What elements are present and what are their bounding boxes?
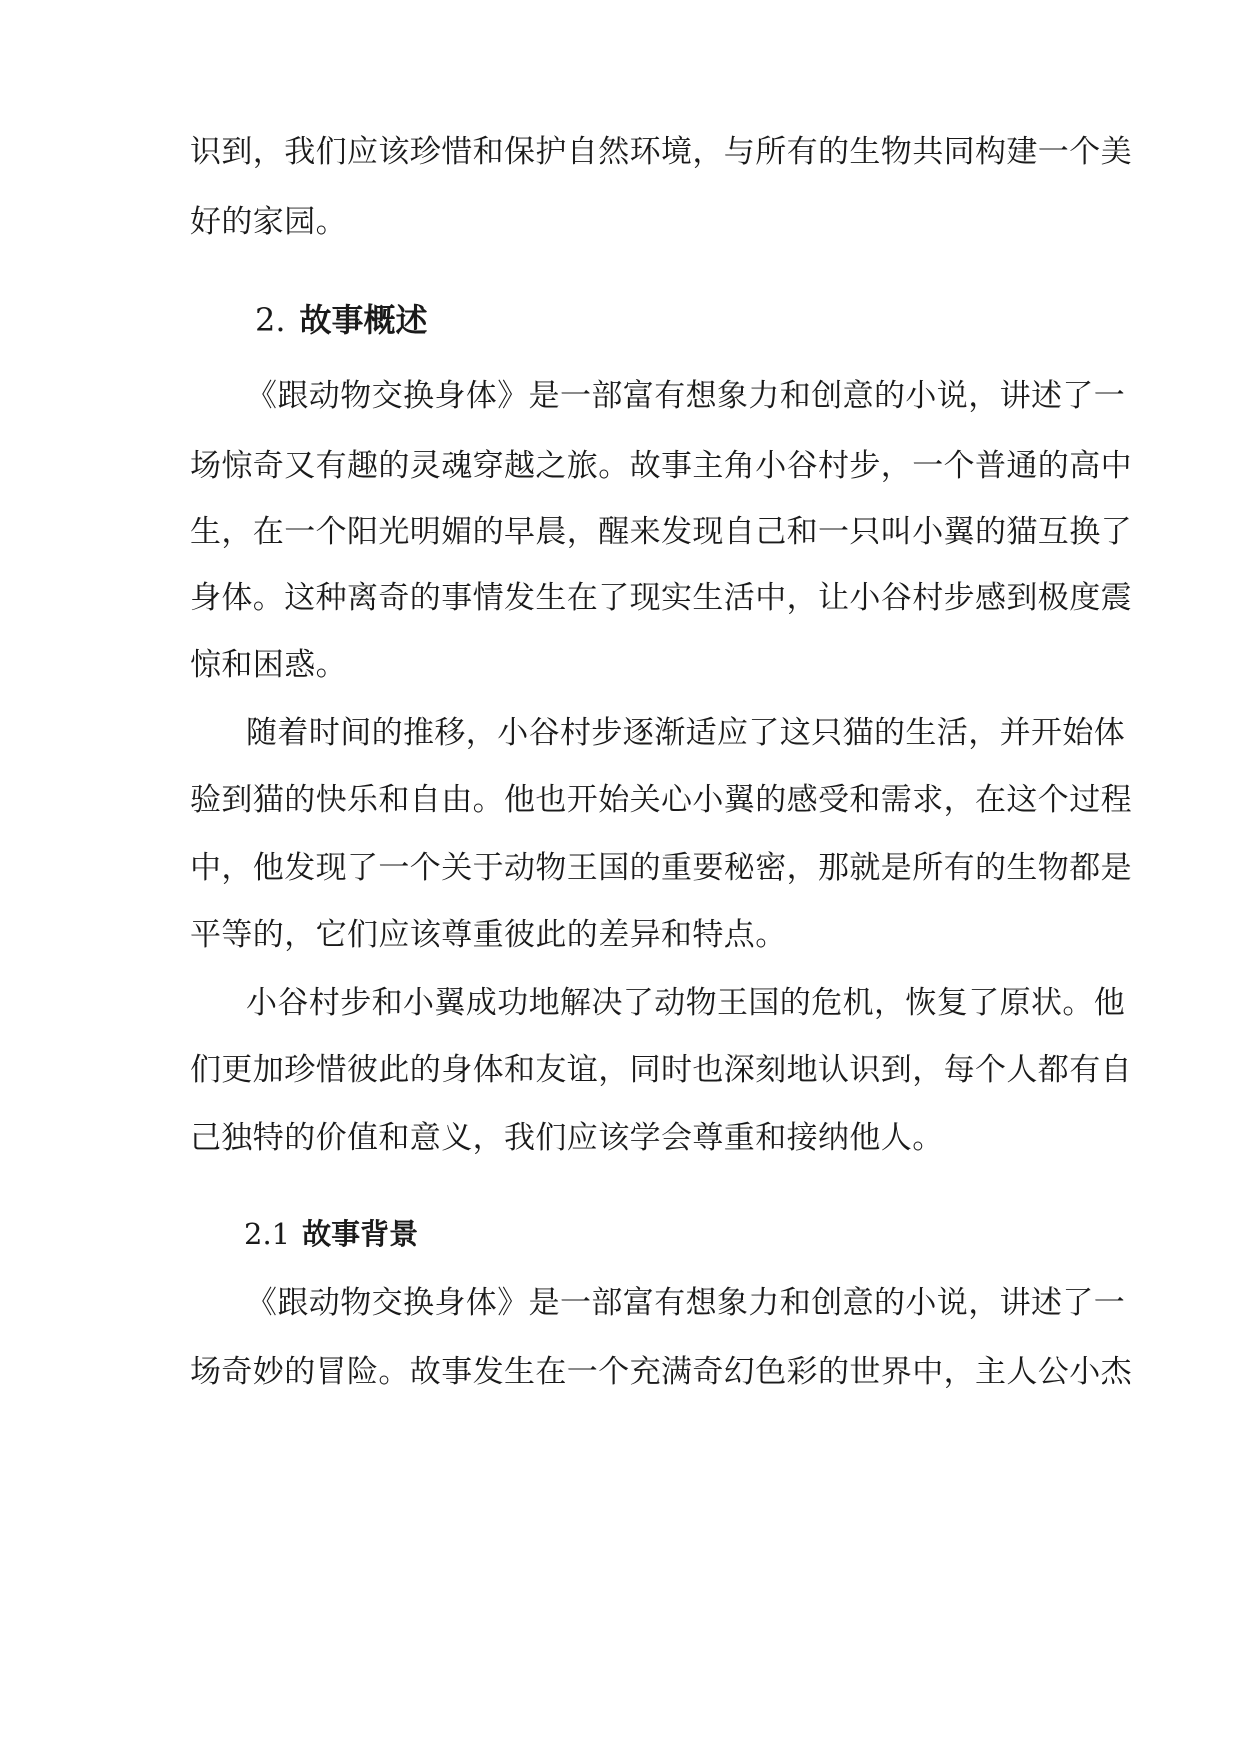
- section-heading: [255, 300, 428, 340]
- paragraph-line: 小谷村步和小翼成功地解决了动物王国的危机，恢复了原状。他: [246, 985, 1126, 1021]
- paragraph-line: 们更加珍惜彼此的身体和友谊，同时也深刻地认识到，每个人都有自: [190, 1052, 1132, 1088]
- subsection-heading: [244, 1214, 418, 1254]
- paragraph-line: 生，在一个阳光明媚的早晨，醒来发现自己和一只叫小翼的猫互换了: [190, 514, 1132, 550]
- paragraph-line: 己独特的价值和意义，我们应该学会尊重和接纳他人。: [190, 1120, 944, 1156]
- paragraph-line: 《跟动物交换身体》是一部富有想象力和创意的小说，讲述了一: [246, 1285, 1126, 1321]
- subsection-title: 故事背景: [302, 1217, 419, 1251]
- paragraph-line: 身体。这种离奇的事情发生在了现实生活中，让小谷村步感到极度震: [190, 580, 1132, 616]
- paragraph-line: 识到，我们应该珍惜和保护自然环境，与所有的生物共同构建一个美: [190, 134, 1132, 170]
- paragraph-line: 惊和困惑。: [190, 647, 347, 683]
- subsection-number: 2.1: [244, 1217, 291, 1251]
- paragraph-line: 验到猫的快乐和自由。他也开始关心小翼的感受和需求，在这个过程: [190, 782, 1132, 818]
- section-number: 2.: [255, 301, 286, 339]
- section-title: 故事概述: [299, 301, 428, 339]
- paragraph-line: 随着时间的推移，小谷村步逐渐适应了这只猫的生活，并开始体: [246, 715, 1126, 751]
- paragraph-line: 好的家园。: [190, 204, 347, 240]
- paragraph-line: 场惊奇又有趣的灵魂穿越之旅。故事主角小谷村步，一个普通的高中: [190, 448, 1132, 484]
- paragraph-line: 场奇妙的冒险。故事发生在一个充满奇幻色彩的世界中，主人公小杰: [190, 1354, 1132, 1390]
- paragraph-line: 《跟动物交换身体》是一部富有想象力和创意的小说，讲述了一: [246, 378, 1126, 414]
- paragraph-line: 中，他发现了一个关于动物王国的重要秘密，那就是所有的生物都是: [190, 850, 1132, 886]
- paragraph-line: 平等的，它们应该尊重彼此的差异和特点。: [190, 917, 787, 953]
